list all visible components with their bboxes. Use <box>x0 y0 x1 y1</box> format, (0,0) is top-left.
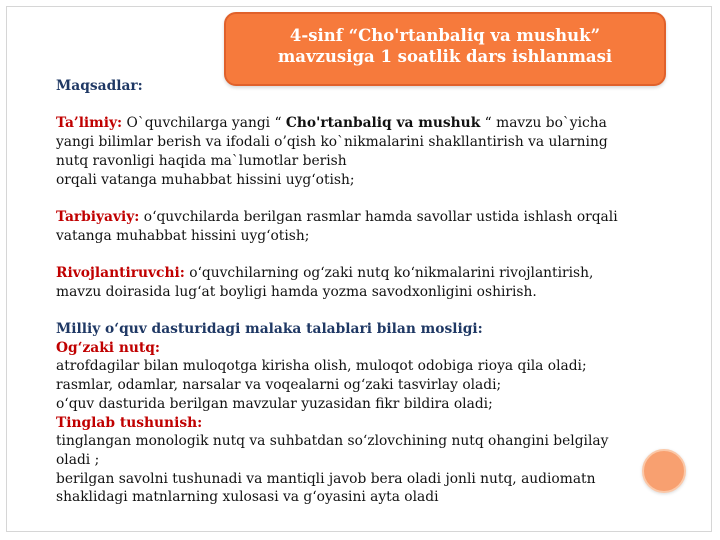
talimiy-line: nutq ravonligi haqida ma`lumotlar berish <box>56 152 347 169</box>
title-line-2: mavzusiga 1 soatlik dars ishlanmasi <box>277 47 613 66</box>
title-line-1: 4-sinf “Cho'rtanbaliq va mushuk” <box>289 26 601 45</box>
talimiy-label: Ta’limiy: <box>56 115 123 132</box>
tarbiyaviy-line: vatanga muhabbat hissini uygʻotish; <box>56 227 310 244</box>
spacer <box>56 189 666 208</box>
spacer <box>56 301 666 320</box>
tinglab-line: tinglangan monologik nutq va suhbatdan soʻzlovchining nutq ohangini belgilay <box>56 433 609 450</box>
maqsadlar-heading: Maqsadlar: <box>56 78 143 94</box>
spacer <box>56 96 666 115</box>
rivojlantiruvchi-text: oʻquvchilarning ogʻzaki nutq koʻnikmalarini rivojlantirish, <box>184 264 594 281</box>
ogzaki-line: rasmlar, odamlar, narsalar va voqealarni ogʻzaki tasvirlay oladi; <box>56 377 502 394</box>
tarbiyaviy-text: oʻquvchilarda berilgan rasmlar hamda savollar ustida ishlash orqali <box>139 208 618 225</box>
title-banner <box>224 12 666 86</box>
talimiy-text-before: O`quvchilarga yangi “ <box>122 115 286 132</box>
ogzaki-label: Ogʻzaki nutq: <box>56 339 161 356</box>
tinglab-label: Tinglab tushunish: <box>56 414 203 431</box>
rivojlantiruvchi-line-1 <box>56 264 666 283</box>
ogzaki-line: oʻquv dasturida berilgan mavzular yuzasidan fikr bildira oladi; <box>56 395 493 412</box>
tinglab-line: berilgan savolni tushunadi va mantiqli javob bera oladi jonli nutq, audiomatn <box>56 470 596 487</box>
talimiy-topic: Cho'rtanbaliq va mushuk <box>285 115 481 132</box>
tarbiyaviy-label: Tarbiyaviy: <box>56 208 140 225</box>
decorative-circle <box>642 449 686 493</box>
tinglab-line: shaklidagi matnlarning xulosasi va gʻoyasini ayta oladi <box>56 489 439 506</box>
ogzaki-line: atrofdagilar bilan muloqotga kirisha olish, muloqot odobiga rioya qila oladi; <box>56 358 587 375</box>
talimiy-line: yangi bilimlar berish va ifodali o’qish ko`nikmalarini shakllantirish va ularning <box>56 134 608 151</box>
talimiy-line: orqali vatanga muhabbat hissini uygʻotish; <box>56 171 355 188</box>
talimiy-text-after: “ mavzu bo`yicha <box>480 115 607 132</box>
tinglab-line: oladi ; <box>56 452 100 468</box>
talimiy-line-1 <box>56 114 666 133</box>
spacer <box>56 245 666 264</box>
rivojlantiruvchi-line: mavzu doirasida lugʻat boyligi hamda yozma savodxonligini oshirish. <box>56 283 537 300</box>
tarbiyaviy-line-1 <box>56 208 666 227</box>
rivojlantiruvchi-label: Rivojlantiruvchi: <box>56 264 185 281</box>
milliy-heading: Milliy oʻquv dasturidagi malaka talablari bilan mosligi: <box>56 321 483 338</box>
slide-body <box>56 77 666 507</box>
